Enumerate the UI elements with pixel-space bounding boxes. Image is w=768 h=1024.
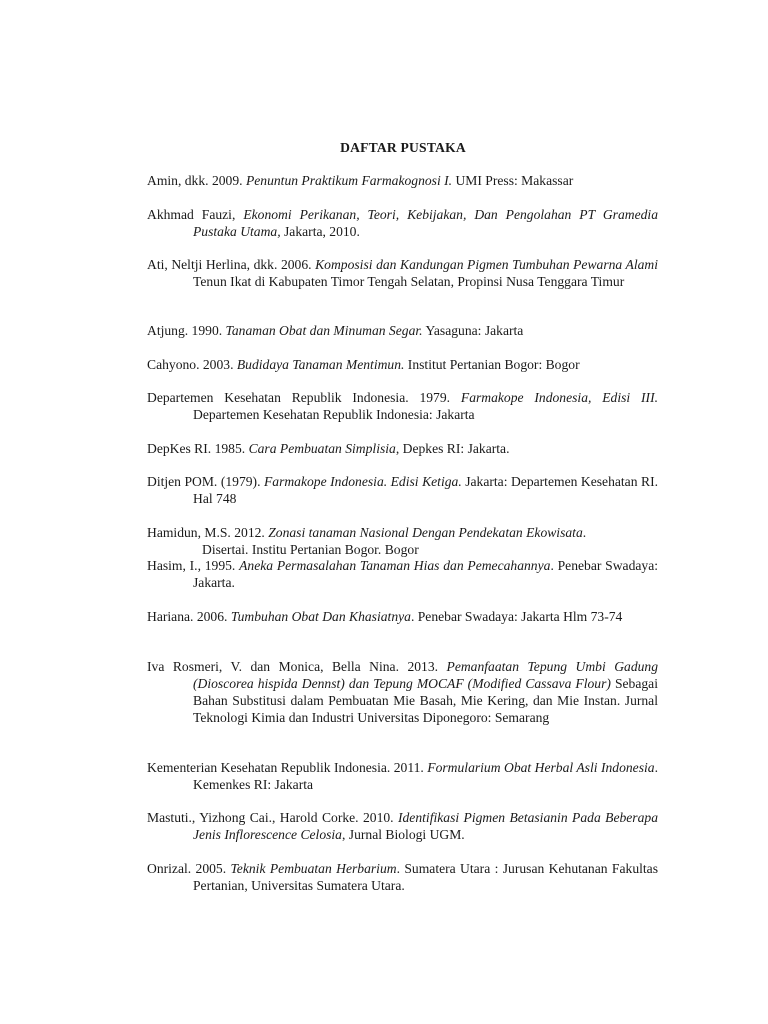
reference-title: Penuntun Praktikum Farmakognosi I. bbox=[245, 173, 453, 188]
reference-title: Cara Pembuatan Simplisia bbox=[248, 441, 396, 456]
reference-entry bbox=[147, 172, 658, 189]
reference-title: Identifikasi Pigmen Betasianin Pada Beberapa Jenis Inflorescence Celosia bbox=[193, 810, 658, 842]
reference-entry bbox=[147, 206, 658, 240]
reference-entry bbox=[147, 322, 658, 339]
reference-entry bbox=[147, 256, 658, 290]
reference-author-year: Mastuti., Yizhong Cai., Harold Corke. 2010. bbox=[147, 810, 398, 825]
reference-entry bbox=[147, 473, 658, 507]
reference-title: Pemanfaatan Tepung Umbi Gadung (Dioscorea hispida Dennst) dan Tepung MOCAF (Modified Cassava Flour) bbox=[193, 659, 659, 691]
reference-author-year: Departemen Kesehatan Republik Indonesia. 1979. bbox=[147, 390, 461, 405]
reference-publisher: . Sumatera Utara : Jurusan Kehutanan Fakultas Pertanian, Universitas Sumatera Utara. bbox=[193, 861, 658, 893]
reference-author-year: Akhmad Fauzi, bbox=[147, 207, 244, 222]
reference-publisher: Jakarta, 2010. bbox=[280, 224, 360, 239]
reference-publisher: , Depkes RI: Jakarta. bbox=[395, 441, 510, 456]
reference-entry bbox=[147, 440, 658, 457]
reference-publisher: Yasaguna: Jakarta bbox=[422, 323, 524, 338]
reference-title: Teknik Pembuatan Herbarium bbox=[230, 861, 397, 876]
reference-entry bbox=[147, 658, 658, 726]
reference-title: Komposisi dan Kandungan Pigmen Tumbuhan Pewarna Alami bbox=[315, 257, 658, 272]
reference-author-year: Amin, dkk. 2009. bbox=[147, 173, 246, 188]
reference-author-year: Cahyono. 2003. bbox=[147, 357, 237, 372]
reference-author-year: Hamidun, M.S. 2012. bbox=[147, 525, 269, 540]
reference-author-year: DepKes RI. 1985. bbox=[147, 441, 249, 456]
reference-entry bbox=[147, 759, 658, 793]
reference-publisher: Tenun Ikat di Kabupaten Timor Tengah Selatan, Propinsi Nusa Tenggara Timur bbox=[193, 274, 625, 289]
reference-title: Farmakope Indonesia. Edisi Ketiga. bbox=[263, 474, 462, 489]
reference-title: Ekonomi Perikanan, Teori, Kebijakan, Dan Pengolahan PT Gramedia Pustaka Utama, bbox=[193, 207, 658, 239]
reference-publisher: . Penebar Swadaya: Jakarta. bbox=[193, 558, 659, 590]
reference-title: Formularium Obat Herbal Asli Indonesia bbox=[427, 760, 655, 775]
reference-entry bbox=[147, 356, 658, 373]
reference-title: Tumbuhan Obat Dan Khasiatnya bbox=[230, 609, 411, 624]
reference-entry bbox=[147, 608, 658, 625]
reference-author-year: Iva Rosmeri, V. dan Monica, Bella Nina. 2013. bbox=[147, 659, 447, 674]
reference-author-year: Hariana. 2006. bbox=[147, 609, 231, 624]
reference-publisher: Sebagai Bahan Substitusi dalam Pembuatan Mie Basah, Mie Kering, dan Mie Instan. Jurnal Teknologi Kimia dan Industri Universitas Diponegoro: Semarang bbox=[193, 676, 658, 725]
reference-publisher: . Kemenkes RI: Jakarta bbox=[193, 760, 658, 792]
reference-author-year: Atjung. 1990. bbox=[147, 323, 226, 338]
reference-author-year: Ditjen POM. (1979). bbox=[147, 474, 264, 489]
reference-title: Budidaya Tanaman Mentimun. bbox=[236, 357, 405, 372]
reference-title: Aneka Permasalahan Tanaman Hias dan Pemecahannya bbox=[239, 558, 551, 573]
reference-publisher: Institut Pertanian Bogor: Bogor bbox=[404, 357, 580, 372]
reference-publisher: Jakarta: Departemen Kesehatan RI. Hal 748 bbox=[193, 474, 658, 506]
reference-publisher: Departemen Kesehatan Republik Indonesia: Jakarta bbox=[193, 407, 475, 422]
reference-entry bbox=[147, 809, 658, 843]
reference-author-year: Ati, Neltji Herlina, dkk. 2006. bbox=[147, 257, 316, 272]
reference-publisher: UMI Press: Makassar bbox=[452, 173, 574, 188]
reference-author-year: Hasim, I., 1995. bbox=[147, 558, 240, 573]
reference-entry bbox=[147, 557, 658, 591]
reference-publisher: , Jurnal Biologi UGM. bbox=[341, 827, 465, 842]
reference-title: Tanaman Obat dan Minuman Segar. bbox=[225, 323, 423, 338]
reference-entry bbox=[147, 524, 658, 558]
reference-publisher: . Penebar Swadaya: Jakarta Hlm 73-74 bbox=[410, 609, 623, 624]
reference-title: Farmakope Indonesia, Edisi III. bbox=[460, 390, 658, 405]
reference-note: Disertai. Institu Pertanian Bogor. Bogor bbox=[202, 542, 419, 557]
reference-entry bbox=[147, 389, 658, 423]
reference-author-year: Kementerian Kesehatan Republik Indonesia. 2011. bbox=[147, 760, 428, 775]
reference-author-year: Onrizal. 2005. bbox=[147, 861, 231, 876]
reference-title: Zonasi tanaman Nasional Dengan Pendekatan Ekowisata bbox=[268, 525, 583, 540]
page-title: DAFTAR PUSTAKA bbox=[340, 140, 466, 155]
reference-publisher: . bbox=[582, 525, 587, 540]
reference-entry bbox=[147, 860, 658, 894]
